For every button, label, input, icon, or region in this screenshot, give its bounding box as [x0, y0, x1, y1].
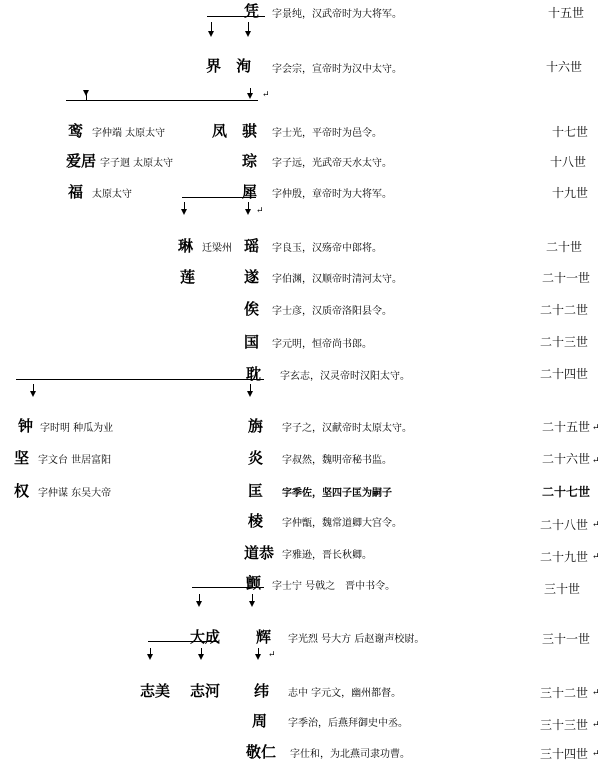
- generation-label: 二十八世: [540, 518, 589, 532]
- side-person-name: 鸾: [68, 122, 84, 140]
- person-description: 字仲甑，魏常道卿大宫令。: [282, 518, 402, 529]
- side-person-description: 字仲谋 东吴大帝: [38, 488, 112, 499]
- person-description: 字元明，恒帝尚书郎。: [272, 339, 372, 350]
- person-name: 纬: [254, 682, 270, 700]
- side-person-name: 凤: [212, 122, 228, 140]
- generation-label: 十七世: [552, 125, 589, 139]
- person-name: 炎: [248, 449, 264, 467]
- person-name: 敬仁: [246, 743, 277, 761]
- paragraph-mark-icon: ↵: [592, 688, 600, 698]
- side-person-name: 坚: [14, 449, 30, 467]
- side-person-description: 迁梁州: [202, 243, 232, 254]
- person-description: 字季佐，坚四子匡为嗣子: [282, 488, 392, 499]
- side-person-name: 爱居: [66, 152, 97, 170]
- generation-label: 三十四世: [540, 747, 589, 761]
- person-name: 旃: [248, 417, 264, 435]
- person-description: 字光烈 号大方 后赵谢声校尉。: [288, 634, 425, 645]
- person-description: 字伯渊，汉顺帝时清河太守。: [272, 274, 402, 285]
- person-name: 棱: [248, 512, 264, 530]
- person-name: 凭: [244, 2, 260, 20]
- down-arrow-icon: [198, 654, 204, 660]
- generation-label: 二十五世: [542, 420, 591, 434]
- generation-label: 三十二世: [540, 686, 589, 700]
- side-person-description: 字时明 种瓜为业: [40, 423, 114, 434]
- generation-label: 十八世: [550, 155, 587, 169]
- person-description: 字子远，光武帝天水太守。: [272, 158, 392, 169]
- person-description: 字景纯，汉武帝时为大将军。: [272, 9, 402, 20]
- generation-label: 十五世: [548, 6, 585, 20]
- generation-label: 三十一世: [542, 632, 591, 646]
- generation-label: 二十一世: [542, 271, 591, 285]
- down-arrow-icon: [247, 93, 253, 99]
- person-name: 辉: [256, 628, 272, 646]
- person-description: 志中 字元文，幽州都督。: [288, 688, 402, 699]
- generation-label: 二十六世: [542, 452, 591, 466]
- person-description: 字玄志，汉灵帝时汉阳太守。: [280, 371, 410, 382]
- generation-label: 二十二世: [540, 303, 589, 317]
- person-name: 匡: [248, 482, 264, 500]
- side-person-description: 字文台 世居富阳: [38, 455, 112, 466]
- person-description: 字仲殷，章帝时为大将军。: [272, 189, 392, 200]
- paragraph-mark-icon: ↵: [592, 456, 600, 466]
- branch-line: [16, 379, 264, 380]
- paragraph-mark-icon: ↵: [268, 650, 276, 660]
- down-arrow-icon: [208, 31, 214, 37]
- person-description: 字季治，后燕拜御史中丞。: [288, 718, 408, 729]
- branch-line: [66, 100, 258, 101]
- side-person-description: 字仲端 太原太守: [92, 128, 166, 139]
- person-description: 字良玉，汉殇帝中郎将。: [272, 243, 382, 254]
- person-description: 字会宗，宣帝时为汉中太守。: [272, 64, 402, 75]
- person-name: 遂: [244, 268, 260, 286]
- person-description: 字雅逊，晋长秋卿。: [282, 550, 372, 561]
- generation-label: 十九世: [552, 186, 589, 200]
- paragraph-mark-icon: ↵: [592, 520, 600, 530]
- down-arrow-icon: [30, 391, 36, 397]
- person-name: 国: [244, 333, 260, 351]
- side-person-description: 太原太守: [92, 189, 132, 200]
- side-person-name: 莲: [180, 268, 196, 286]
- generation-label: 十六世: [546, 60, 583, 74]
- generation-label: 二十世: [546, 240, 583, 254]
- person-description: 字叔然，魏明帝秘书监。: [282, 455, 392, 466]
- person-description: 字士彦，汉质帝洛阳县令。: [272, 306, 392, 317]
- side-person-name: 志美: [140, 682, 171, 700]
- person-name: 耽: [246, 365, 262, 383]
- person-description: 字子之，汉献帝时太原太守。: [282, 423, 412, 434]
- down-arrow-icon: [196, 601, 202, 607]
- generation-label: 二十三世: [540, 335, 589, 349]
- side-person-name: 钟: [18, 417, 34, 435]
- person-name: 界 洵: [206, 57, 252, 75]
- person-name: 道恭: [244, 544, 275, 562]
- side-person-name: 琳: [178, 237, 194, 255]
- generation-label: 二十四世: [540, 367, 589, 381]
- down-arrow-icon: [181, 209, 187, 215]
- person-name: 周: [252, 712, 268, 730]
- person-name: 瑶: [244, 237, 260, 255]
- person-name: 颤: [246, 574, 262, 592]
- person-description: 字士宁 号戟之 晋中书令。: [272, 581, 396, 592]
- person-name: 俟: [244, 300, 260, 318]
- generation-label: 三十世: [544, 582, 581, 596]
- person-name: 犀: [242, 183, 258, 201]
- paragraph-mark-icon: ↵: [256, 206, 264, 216]
- down-arrow-icon: [255, 654, 261, 660]
- paragraph-mark-icon: ↵: [592, 749, 600, 759]
- side-person-name: 权: [14, 482, 30, 500]
- person-description: 字士光，平帝时为邑令。: [272, 128, 382, 139]
- down-arrow-icon: [147, 654, 153, 660]
- down-arrow-icon: [245, 31, 251, 37]
- person-name: 骐: [242, 122, 258, 140]
- down-arrow-icon: [249, 601, 255, 607]
- side-person-description: 字子迥 太原太守: [100, 158, 174, 169]
- down-arrow-icon: [247, 391, 253, 397]
- person-name: 琮: [242, 152, 258, 170]
- down-arrow-icon: [83, 90, 89, 96]
- paragraph-mark-icon: ↵: [592, 423, 600, 433]
- down-arrow-icon: [245, 209, 251, 215]
- side-person-name: 大成: [190, 628, 221, 646]
- generation-label: 三十三世: [540, 718, 589, 732]
- person-description: 字仕和，为北燕司隶功曹。: [290, 749, 410, 760]
- paragraph-mark-icon: ↵: [592, 720, 600, 730]
- generation-label: 二十七世: [542, 485, 591, 499]
- generation-label: 二十九世: [540, 550, 589, 564]
- side-person-name: 志河: [190, 682, 221, 700]
- paragraph-mark-icon: ↵: [262, 90, 270, 100]
- side-person-name: 福: [68, 183, 84, 201]
- paragraph-mark-icon: ↵: [592, 552, 600, 562]
